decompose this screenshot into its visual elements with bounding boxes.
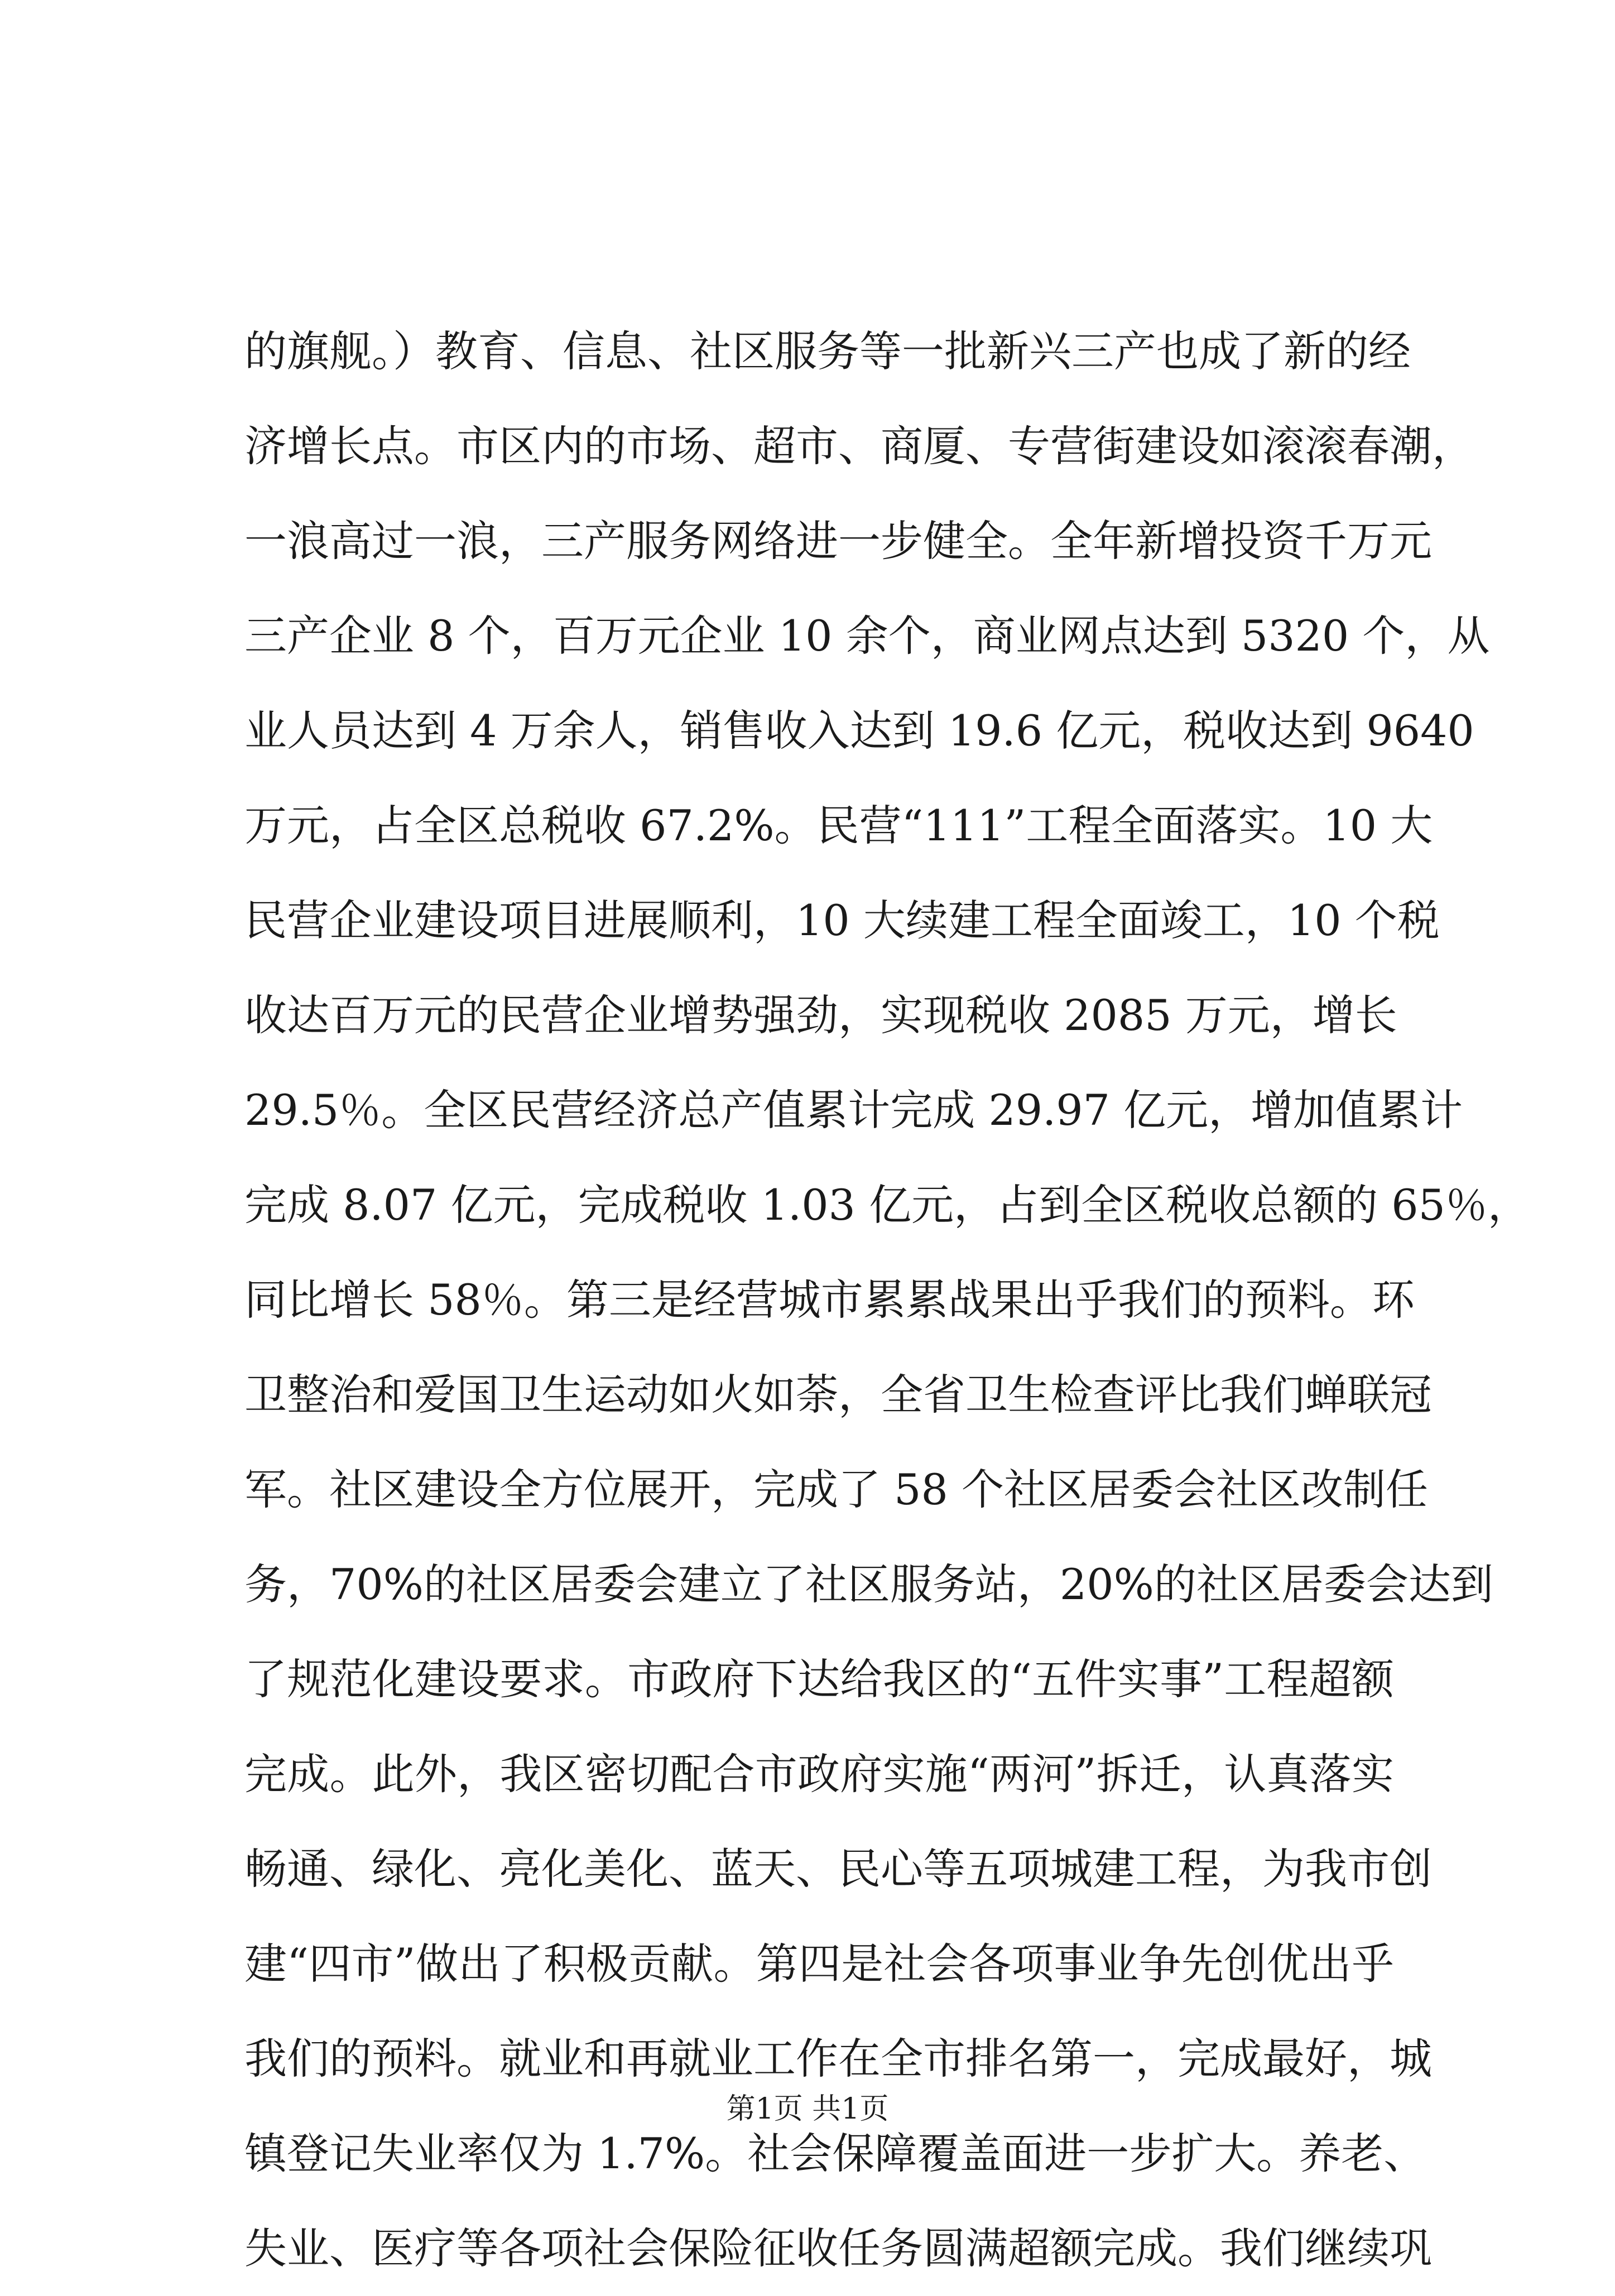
text-line: 我们的预料。就业和再就业工作在全市排名第一，完成最好，城: [244, 2034, 1432, 2083]
text-line: 万元，占全区总税收 67.2%。民营“111”工程全面落实。10 大: [244, 801, 1433, 850]
text-line: 三产企业 8 个，百万元企业 10 余个，商业网点达到 5320 个，从: [244, 611, 1490, 661]
text-line: 建“四市”做出了积极贡献。第四是社会各项事业争先创优出乎: [244, 1939, 1394, 1989]
text-line: 民营企业建设项目进展顺利，10 大续建工程全面竣工，10 个税: [244, 896, 1440, 945]
text-line: 失业、医疗等各项社会保险征收任务圆满超额完成。我们继续巩: [244, 2223, 1432, 2273]
text-line: 同比增长 58％。第三是经营城市累累战果出乎我们的预料。环: [244, 1275, 1415, 1325]
body-text: [244, 304, 1530, 2296]
text-line: 业人员达到 4 万余人，销售收入达到 19.6 亿元，税收达到 9640: [244, 706, 1474, 755]
page-footer: 第1页 共1页: [726, 2092, 889, 2126]
text-line: 卫整治和爱国卫生运动如火如荼，全省卫生检查评比我们蝉联冠: [244, 1370, 1432, 1419]
text-line: 军。社区建设全方位展开，完成了 58 个社区居委会社区改制任: [244, 1465, 1429, 1514]
text-line: 镇登记失业率仅为 1.7%。社会保障覆盖面进一步扩大。养老、: [244, 2129, 1426, 2178]
text-line: 一浪高过一浪，三产服务网络进一步健全。全年新增投资千万元: [244, 516, 1432, 566]
text-line: 了规范化建设要求。市政府下达给我区的“五件实事”工程超额: [244, 1654, 1394, 1704]
text-line: 务，70%的社区居委会建立了社区服务站，20%的社区居委会达到: [244, 1559, 1493, 1609]
text-line: 完成。此外，我区密切配合市政府实施“两河”拆迁，认真落实: [244, 1749, 1394, 1799]
text-line: 完成 8.07 亿元，完成税收 1.03 亿元，占到全区税收总额的 65％，: [244, 1180, 1530, 1230]
text-line: 的旗舰。）教育、信息、社区服务等一批新兴三产也成了新的经: [244, 326, 1411, 376]
text-line: 收达百万元的民营企业增势强劲，实现税收 2085 万元，增长: [244, 990, 1397, 1040]
text-line: 畅通、绿化、亮化美化、蓝天、民心等五项城建工程，为我市创: [244, 1844, 1432, 1894]
text-line: 29.5％。全区民营经济总产值累计完成 29.97 亿元，增加值累计: [244, 1085, 1463, 1135]
text-line: 济增长点。市区内的市场、超市、商厦、专营街建设如滚滚春潮，: [244, 421, 1474, 471]
